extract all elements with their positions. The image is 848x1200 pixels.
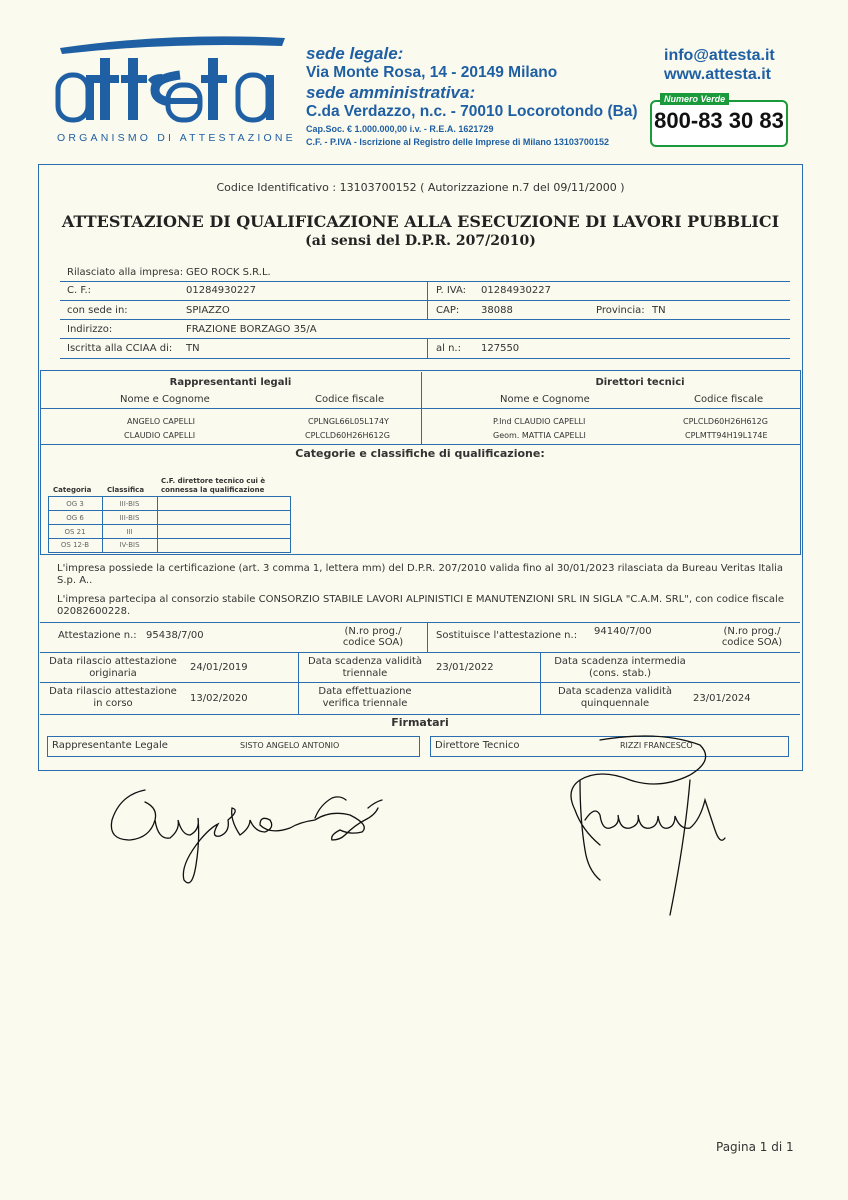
sede-value: SPIAZZO: [186, 305, 230, 316]
rilascio-originaria-value: 24/01/2019: [190, 662, 248, 673]
nro-prog-label: (N.ro prog./ codice SOA): [721, 626, 783, 648]
scadenza-quinquennale-label: Data scadenza validità quinquennale: [557, 686, 673, 709]
categorie-col-categoria: Categoria: [53, 486, 92, 494]
rappresentante-nome: ANGELO CAPELLI: [127, 417, 195, 426]
categorie-col-cf-line2: connessa la qualificazione: [161, 486, 265, 494]
sede-amministrativa-label: sede amministrativa:: [306, 83, 476, 102]
direttore-tecnico-label: Direttore Tecnico: [435, 740, 520, 751]
direttore-nome: P.Ind CLAUDIO CAPELLI: [493, 417, 586, 426]
scadenza-intermedia-label: Data scadenza intermedia (cons. stab.): [554, 656, 686, 679]
scadenza-triennale-label: Data scadenza validità triennale: [307, 656, 423, 679]
cciaa-value: TN: [186, 343, 200, 354]
sede-amministrativa-address: C.da Verdazzo, n.c. - 70010 Locorotondo (Ba): [306, 103, 638, 120]
signature-rappresentante: [100, 780, 400, 910]
direttori-heading: Direttori tecnici: [595, 377, 685, 388]
categorie-col-classifica: Classifica: [107, 486, 145, 494]
cciaa-label: Iscritta alla CCIAA di:: [67, 343, 173, 354]
categoria-cell: OG 6: [66, 514, 84, 522]
direttore-nome: Geom. MATTIA CAPELLI: [493, 431, 586, 440]
firmatari-heading: Firmatari: [391, 716, 449, 729]
direttore-cf: CPLMTT94H19L174E: [685, 431, 768, 440]
direttore-tecnico-value: RIZZI FRANCESCO: [620, 741, 693, 750]
categoria-cell: OS 21: [64, 528, 86, 536]
direttore-cf: CPLCLD60H26H612G: [683, 417, 768, 426]
sede-legale-label: sede legale:: [306, 44, 404, 63]
sostituisce-value: 94140/7/00: [594, 626, 652, 637]
numero-verde-label: Numero Verde: [660, 93, 729, 105]
consorzio-note: L'impresa partecipa al consorzio stabile CONSORZIO STABILE LAVORI ALPINISTICI E MANUTENZIONI SRL IN SIGLA "C.A.M. SRL", con codice fiscale 02082600228.: [57, 594, 784, 617]
rappresentante-cf: CPLCLD60H26H612G: [305, 431, 390, 440]
signature-direttore: [540, 720, 740, 920]
classifica-cell: III-BIS: [119, 514, 140, 522]
piva-value: 01284930227: [481, 285, 551, 296]
attestazione-numero-label: Attestazione n.:: [58, 630, 137, 641]
direttori-col-nome: Nome e Cognome: [500, 394, 590, 405]
rilascio-in-corso-label: Data rilascio attestazione in corso: [49, 686, 177, 709]
rappresentante-cf: CPLNGL66L05L174Y: [308, 417, 389, 426]
rilascio-in-corso-value: 13/02/2020: [190, 693, 248, 704]
indirizzo-label: Indirizzo:: [67, 324, 113, 335]
logo-subtitle: ORGANISMO DI ATTESTAZIONE: [57, 132, 296, 144]
page-number: Pagina 1 di 1: [716, 1140, 794, 1154]
classifica-cell: III-BIS: [119, 500, 140, 508]
categoria-cell: OS 12-B: [60, 541, 90, 549]
cap-value: 38088: [481, 305, 513, 316]
numero-verde: 800-83 30 83: [654, 108, 784, 133]
rilasciato-value: GEO ROCK S.R.L.: [186, 267, 271, 278]
rappresentante-legale-label: Rappresentante Legale: [52, 740, 168, 751]
categorie-col-cf-line1: C.F. direttore tecnico cui è: [161, 477, 266, 485]
categorie-heading: Categorie e classifiche di qualificazione:: [295, 447, 545, 460]
nro-prog-label: (N.ro prog./ codice SOA): [342, 626, 404, 648]
sostituisce-label: Sostituisce l'attestazione n.:: [436, 630, 578, 641]
sede-legale-address: Via Monte Rosa, 14 - 20149 Milano: [306, 64, 558, 81]
al-n-label: al n.:: [436, 343, 461, 354]
rilascio-originaria-label: Data rilascio attestazione originaria: [49, 656, 177, 679]
codice-identificativo: Codice Identificativo : 13103700152 ( Autorizzazione n.7 del 09/11/2000 ): [216, 181, 625, 194]
rappresentanti-heading: Rappresentanti legali: [169, 377, 292, 388]
verifica-triennale-label: Data effettuazione verifica triennale: [318, 686, 412, 709]
capitale-sociale: Cap.Soc. € 1.000.000,00 i.v. - R.E.A. 1621729: [306, 124, 494, 134]
classifica-cell: III: [126, 528, 133, 536]
provincia-value: TN: [652, 305, 666, 316]
document-title: ATTESTAZIONE DI QUALIFICAZIONE ALLA ESECUZIONE DI LAVORI PUBBLICI: [61, 212, 780, 231]
indirizzo-value: FRAZIONE BORZAGO 35/A: [186, 324, 317, 335]
document-subtitle: (ai sensi del D.P.R. 207/2010): [305, 233, 536, 249]
rappresentanti-col-nome: Nome e Cognome: [120, 394, 210, 405]
al-n-value: 127550: [481, 343, 520, 354]
direttori-col-cf: Codice fiscale: [694, 394, 764, 405]
cap-label: CAP:: [436, 305, 460, 316]
certificazione-note: L'impresa possiede la certificazione (art. 3 comma 1, lettera mm) del D.P.R. 207/2010 valida fino al 30/01/2023 rilasciata da Bureau Veritas Italia S.p. A..: [57, 563, 784, 586]
website-link[interactable]: www.attesta.it: [664, 66, 771, 83]
scadenza-triennale-value: 23/01/2022: [436, 662, 494, 673]
rappresentante-nome: CLAUDIO CAPELLI: [124, 431, 196, 440]
rappresentante-legale-value: SISTO ANGELO ANTONIO: [240, 741, 340, 750]
cf-label: C. F.:: [67, 285, 92, 296]
scadenza-quinquennale-value: 23/01/2024: [693, 693, 751, 704]
provincia-label: Provincia:: [596, 305, 645, 316]
piva-label: P. IVA:: [436, 285, 467, 296]
classifica-cell: IV-BIS: [119, 541, 140, 549]
attestazione-numero-value: 95438/7/00: [146, 630, 204, 641]
cf-value: 01284930227: [186, 285, 256, 296]
sede-label: con sede in:: [67, 305, 128, 316]
cf-piva-registro: C.F. - P.IVA - Iscrizione al Registro delle Imprese di Milano 13103700152: [306, 137, 609, 147]
rappresentanti-col-cf: Codice fiscale: [315, 394, 385, 405]
categoria-cell: OG 3: [66, 500, 84, 508]
rilasciato-label: Rilasciato alla impresa:: [67, 267, 184, 278]
email-link[interactable]: info@attesta.it: [664, 47, 775, 64]
